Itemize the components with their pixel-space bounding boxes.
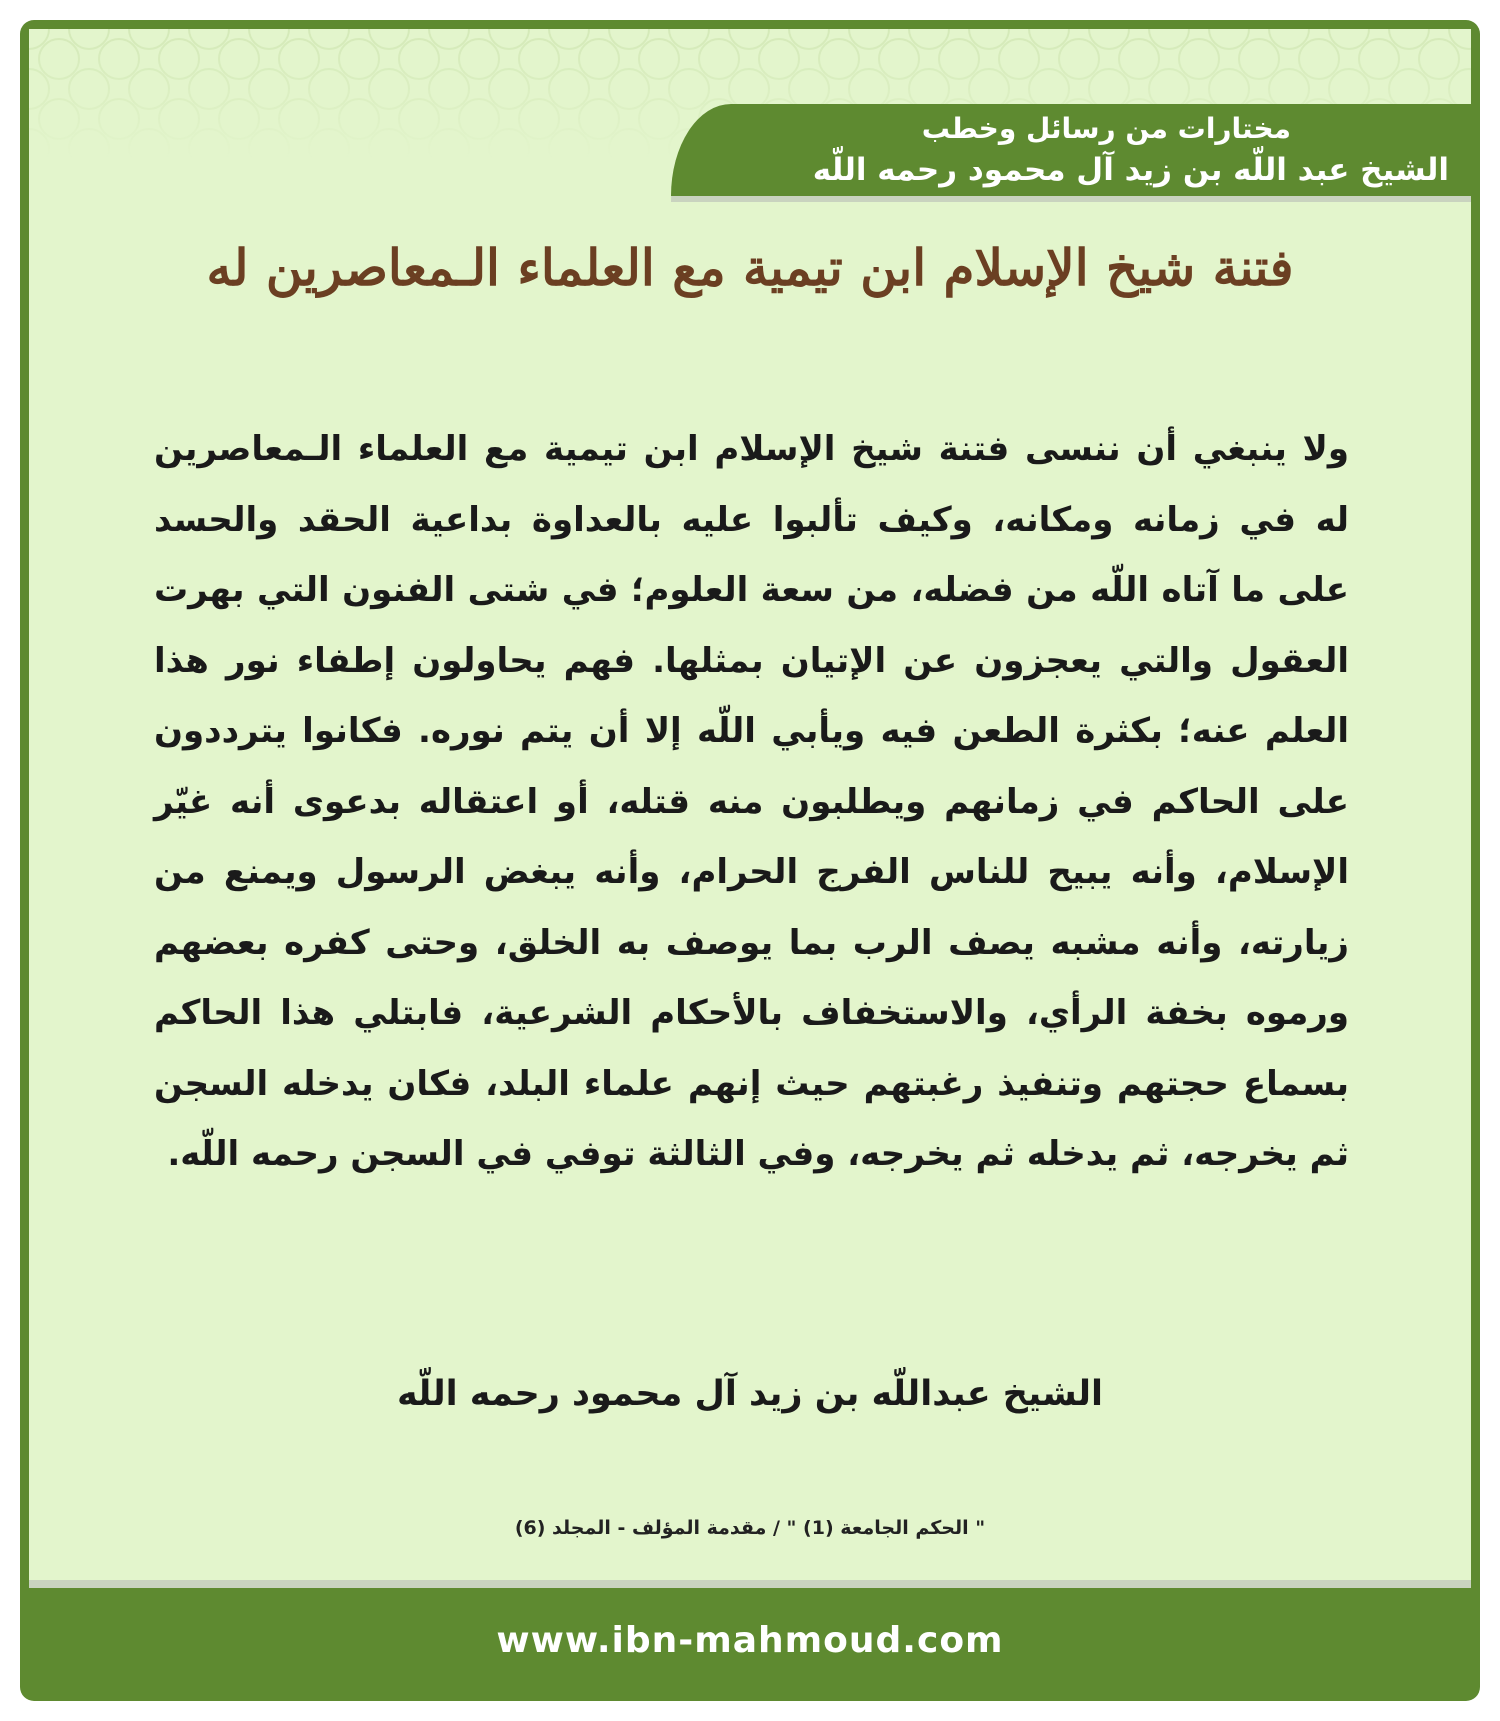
website-url: www.ibn-mahmoud.com bbox=[496, 1620, 1004, 1661]
footer-divider bbox=[29, 1580, 1471, 1588]
author-signature: الشيخ عبداللّه بن زيد آل محمود رحمه اللّه bbox=[396, 1374, 1104, 1414]
author-name: الشيخ عبد اللّه بن زيد آل محمود رحمه اللّه bbox=[812, 152, 1449, 188]
article-body: ولا ينبغي أن ننسى فتنة شيخ الإسلام ابن تيمية مع العلماء الـمعاصرين له في زمانه ومكانه، وكيف تألبوا عليه بالعداوة بداعية الحقد والحسد على ما آتاه اللّه من فضله، من سعة العلوم؛ في شتى الفنون التي بهرت العقول والتي يعجزون عن الإتيان بمثلها. فهم يحاولون إطفاء نور هذا العلم عنه؛ بكثرة الطعن فيه ويأبي اللّه إلا أن يتم نوره. فكانوا يترددون على الحاكم في زمانهم ويطلبون منه قتله، أو اعتقاله بدعوى أنه غيّر الإسلام، وأنه يبيح للناس الفرج الحرام، وأنه يبغض الرسول ويمنع من زيارته، وأنه مشبه يصف الرب بما يوصف به الخلق، وحتى كفره بعضهم ورموه بخفة الرأي، والاستخفاف بالأحكام الشرعية، فابتلي هذا الحاكم بسماع حجتهم وتنفيذ رغبتهم حيث إنهم علماء البلد، فكان يدخله السجن ثم يخرجه، ثم يدخله ثم يخرجه، وفي الثالثة توفي في السجن رحمه اللّه. bbox=[154, 429, 1349, 1174]
quote-card bbox=[20, 20, 1480, 1701]
article-title: فتنة شيخ الإسلام ابن تيمية مع العلماء الـمعاصرين له bbox=[206, 238, 1294, 297]
collection-title: مختارات من رسائل وخطب bbox=[921, 112, 1291, 145]
source-citation: " الحكم الجامعة (1) " / مقدمة المؤلف - المجلد (6) bbox=[514, 1517, 986, 1539]
header-band bbox=[671, 104, 1471, 196]
content-panel bbox=[29, 29, 1471, 1581]
